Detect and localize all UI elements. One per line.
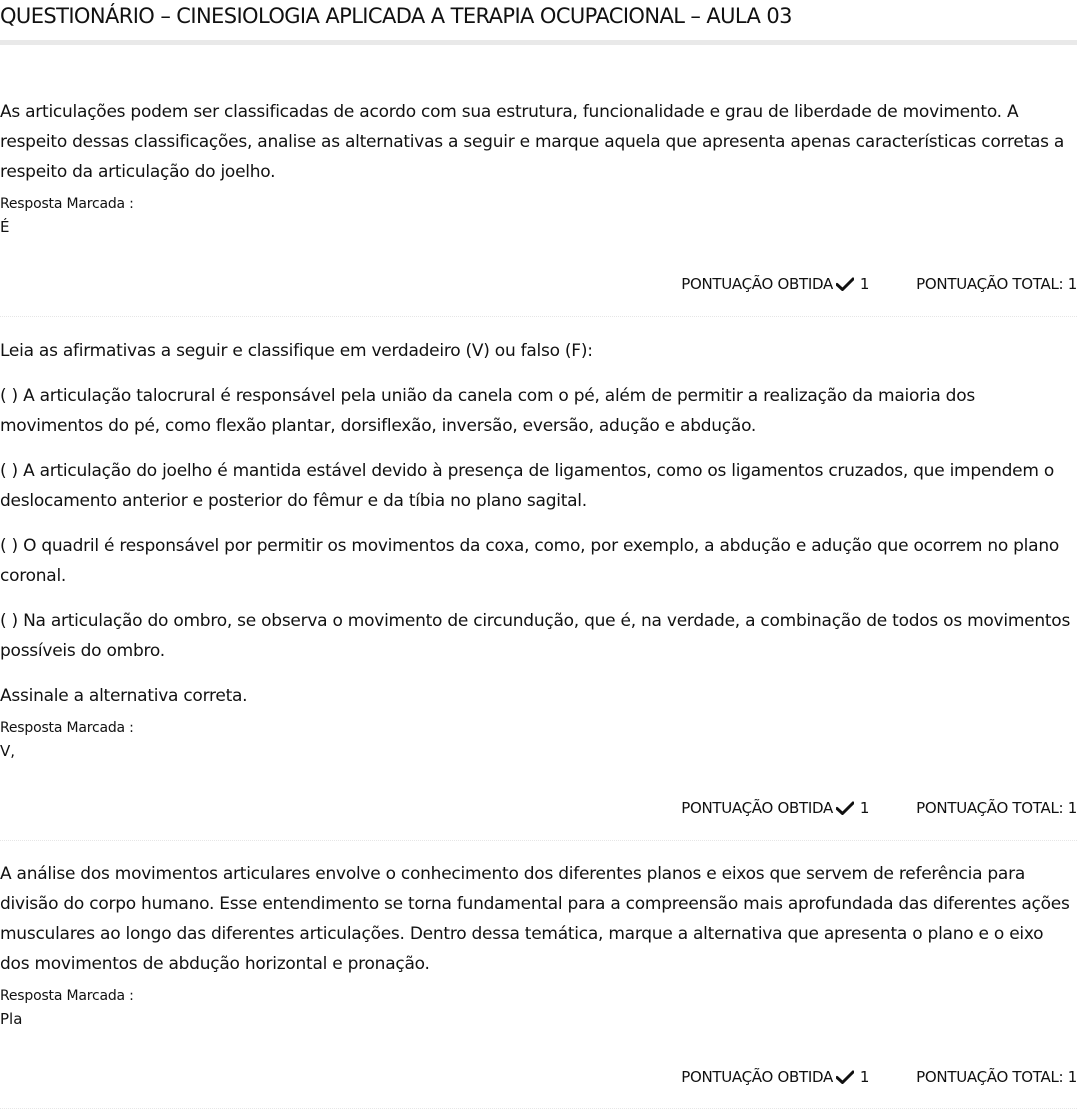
score-obtained-value: 1 bbox=[859, 275, 870, 293]
question-text bbox=[0, 336, 1077, 711]
score-total bbox=[916, 799, 1077, 817]
answer-label: Resposta Marcada : bbox=[0, 196, 134, 212]
answer-value: Pla bbox=[0, 1010, 23, 1028]
page-title: QUESTIONÁRIO – CINESIOLOGIA APLICADA A TERAPIA OCUPACIONAL – AULA 03 bbox=[0, 4, 792, 28]
score-obtained-label: PONTUAÇÃO OBTIDA bbox=[681, 275, 833, 293]
score-total-value: 1 bbox=[1067, 799, 1077, 817]
score-total-value: 1 bbox=[1067, 275, 1077, 293]
question-text bbox=[0, 97, 1077, 187]
question-separator bbox=[0, 316, 1077, 317]
title-divider bbox=[0, 40, 1077, 45]
question-separator bbox=[0, 840, 1077, 841]
question-text bbox=[0, 859, 1077, 979]
score-obtained-value: 1 bbox=[859, 1068, 870, 1086]
answer-value: V, bbox=[0, 742, 16, 760]
score-obtained bbox=[681, 799, 869, 817]
question-separator bbox=[0, 1108, 1077, 1109]
score-total-label: PONTUAÇÃO TOTAL: bbox=[916, 799, 1064, 817]
score-total-label: PONTUAÇÃO TOTAL: bbox=[916, 1068, 1064, 1086]
score-total bbox=[916, 1068, 1077, 1086]
check-icon bbox=[836, 1070, 854, 1084]
check-icon bbox=[836, 277, 854, 291]
question-block bbox=[0, 336, 1077, 761]
question-block bbox=[0, 859, 1077, 1029]
check-icon bbox=[836, 801, 854, 815]
score-total bbox=[916, 275, 1077, 293]
answer-label: Resposta Marcada : bbox=[0, 988, 134, 1004]
score-total-label: PONTUAÇÃO TOTAL: bbox=[916, 275, 1064, 293]
question-paragraph: Leia as afirmativas a seguir e classifique em verdadeiro (V) ou falso (F): bbox=[0, 341, 593, 361]
question-paragraph: ( ) A articulação talocrural é responsável pela união da canela com o pé, além de permitir a realização da maioria dos movimentos do pé, como flexão plantar, dorsiflexão, inversão, eversão, adução e abdução. bbox=[0, 386, 975, 436]
question-block bbox=[0, 97, 1077, 237]
score-obtained bbox=[681, 1068, 869, 1086]
question-paragraph: ( ) A articulação do joelho é mantida estável devido à presença de ligamentos, como os ligamentos cruzados, que impendem o deslocamento anterior e posterior do fêmur e da tíbia no plano sagital. bbox=[0, 461, 1054, 511]
question-paragraph: A análise dos movimentos articulares envolve o conhecimento dos diferentes planos e eixos que servem de referência para divisão do corpo humano. Esse entendimento se torna fundamental para a compreensão mais aprofundada das diferentes ações musculares ao longo das diferentes articulações. Dentro dessa temática, marque a alternativa que apresenta o plano e o eixo dos movimentos de abdução horizontal e pronação. bbox=[0, 864, 1070, 974]
score-obtained bbox=[681, 275, 869, 293]
score-obtained-label: PONTUAÇÃO OBTIDA bbox=[681, 799, 833, 817]
score-obtained-label: PONTUAÇÃO OBTIDA bbox=[681, 1068, 833, 1086]
question-paragraph: ( ) Na articulação do ombro, se observa o movimento de circundução, que é, na verdade, a combinação de todos os movimentos possíveis do ombro. bbox=[0, 611, 1071, 661]
question-paragraph: Assinale a alternativa correta. bbox=[0, 686, 248, 706]
answer-value: É bbox=[0, 218, 10, 236]
question-paragraph: As articulações podem ser classificadas de acordo com sua estrutura, funcionalidade e grau de liberdade de movimento. A respeito dessas classificações, analise as alternativas a seguir e marque aquela que apresenta apenas características corretas a respeito da articulação do joelho. bbox=[0, 102, 1065, 182]
question-paragraph: ( ) O quadril é responsável por permitir os movimentos da coxa, como, por exemplo, a abdução e adução que ocorrem no plano coronal. bbox=[0, 536, 1060, 586]
answer-label: Resposta Marcada : bbox=[0, 720, 134, 736]
score-row bbox=[681, 1068, 1077, 1086]
score-obtained-value: 1 bbox=[859, 799, 870, 817]
score-row bbox=[681, 275, 1077, 293]
score-total-value: 1 bbox=[1067, 1068, 1077, 1086]
score-row bbox=[681, 799, 1077, 817]
